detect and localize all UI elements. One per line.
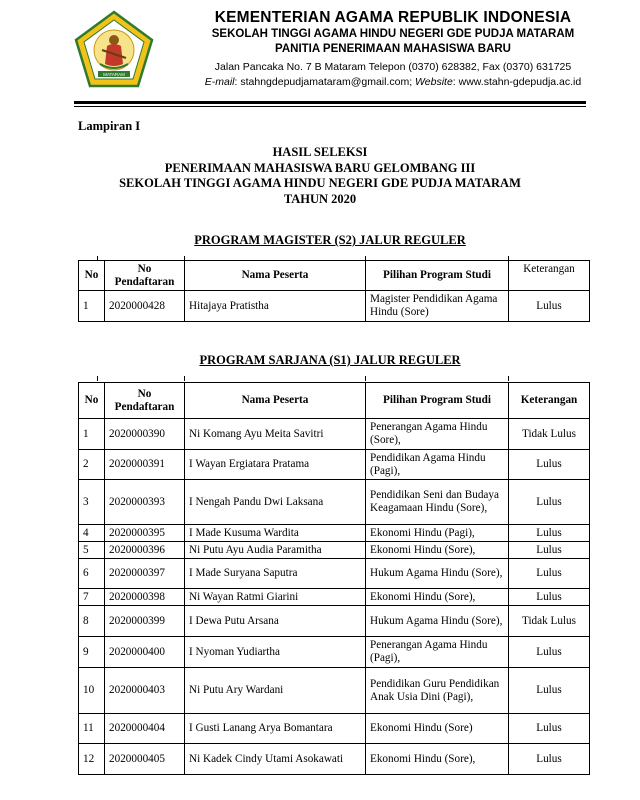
cell-program: Pendidikan Agama Hindu (Pagi),: [366, 450, 509, 480]
cell-no: 4: [79, 525, 105, 542]
cell-registration: 2020000393: [105, 480, 185, 525]
document-title: [0, 145, 640, 207]
cell-no: 2: [79, 450, 105, 480]
cell-name: I Nengah Pandu Dwi Laksana: [185, 480, 366, 525]
cell-program: Pendidikan Seni dan Budaya Keagamaan Hindu (Sore),: [366, 480, 509, 525]
table-row: [79, 714, 590, 744]
table-row: [79, 606, 590, 637]
cell-registration: 2020000404: [105, 714, 185, 744]
cell-registration: 2020000391: [105, 450, 185, 480]
col-no: No: [79, 261, 105, 291]
cell-registration: 2020000403: [105, 668, 185, 714]
table-row: [79, 525, 590, 542]
col-status: Keterangan: [509, 261, 590, 291]
cell-registration: 2020000399: [105, 606, 185, 637]
cell-name: I Dewa Putu Arsana: [185, 606, 366, 637]
institution-logo-icon: [74, 10, 154, 90]
col-registration-line1: No: [137, 387, 152, 400]
email-address[interactable]: stahngdepudjamataram@gmail.com: [240, 76, 410, 88]
table-row: [79, 559, 590, 589]
cell-registration: 2020000395: [105, 525, 185, 542]
cell-no: 1: [79, 419, 105, 450]
header-rule-thick: [74, 101, 586, 104]
cell-program: Ekonomi Hindu (Sore): [366, 714, 509, 744]
cell-registration: 2020000398: [105, 589, 185, 606]
table-header-row: [79, 261, 590, 291]
institution-address: Jalan Pancaka No. 7 B Mataram Telepon (0370) 628382, Fax (0370) 631725: [214, 61, 572, 73]
contact-line: E-mail: stahngdepudjamataram@gmail.com; Website: www.stahn-gdepudja.ac.id: [204, 76, 582, 88]
cell-program: Ekonomi Hindu (Sore),: [366, 589, 509, 606]
cell-no: 11: [79, 714, 105, 744]
cell-no: 1: [79, 291, 105, 322]
col-program: Pilihan Program Studi: [366, 261, 509, 291]
cell-name: I Made Suryana Saputra: [185, 559, 366, 589]
title-line: TAHUN 2020: [283, 191, 357, 206]
cell-no: 9: [79, 637, 105, 668]
ministry-name: KEMENTERIAN AGAMA REPUBLIK INDONESIA: [214, 9, 572, 26]
table-sarjana: [78, 382, 590, 775]
cell-program: Pendidikan Guru Pendidikan Anak Usia Dini (Pagi),: [366, 668, 509, 714]
cell-status: Lulus: [509, 589, 590, 606]
cell-name: Ni Putu Ary Wardani: [185, 668, 366, 714]
cell-status: Tidak Lulus: [509, 419, 590, 450]
cell-status: Lulus: [509, 291, 590, 322]
cell-no: 12: [79, 744, 105, 775]
cell-program: Ekonomi Hindu (Sore),: [366, 542, 509, 559]
table-row: [79, 744, 590, 775]
cell-status: Lulus: [509, 542, 590, 559]
cell-registration: 2020000397: [105, 559, 185, 589]
cell-status: Lulus: [509, 668, 590, 714]
cell-name: Ni Wayan Ratmi Giarini: [185, 589, 366, 606]
col-program: Pilihan Program Studi: [366, 383, 509, 419]
table-row: [79, 589, 590, 606]
header-rule-thin: [74, 106, 586, 107]
cell-program: Penerangan Agama Hindu (Pagi),: [366, 637, 509, 668]
cell-name: I Wayan Ergiatara Pratama: [185, 450, 366, 480]
attachment-label: Lampiran I: [78, 119, 141, 133]
cell-name: Ni Putu Ayu Audia Paramitha: [185, 542, 366, 559]
section-title-sarjana: PROGRAM SARJANA (S1) JALUR REGULER: [199, 353, 461, 367]
table-header-row: [79, 383, 590, 419]
table-row: [79, 419, 590, 450]
cell-registration: 2020000400: [105, 637, 185, 668]
table-magister: [78, 260, 590, 322]
cell-registration: 2020000390: [105, 419, 185, 450]
col-registration-line1: No: [137, 262, 152, 275]
table-row: [79, 637, 590, 668]
cell-registration: 2020000428: [105, 291, 185, 322]
website-label: Website: [415, 76, 453, 88]
cell-program: Hukum Agama Hindu (Sore),: [366, 559, 509, 589]
cell-name: I Gusti Lanang Arya Bomantara: [185, 714, 366, 744]
col-no: No: [79, 383, 105, 419]
cell-no: 6: [79, 559, 105, 589]
cell-no: 10: [79, 668, 105, 714]
cell-program: Magister Pendidikan Agama Hindu (Sore): [366, 291, 509, 322]
col-registration-line2: Pendaftaran: [114, 275, 175, 288]
cell-name: Ni Kadek Cindy Utami Asokawati: [185, 744, 366, 775]
website-link[interactable]: www.stahn-gdepudja.ac.id: [458, 76, 582, 88]
cell-status: Lulus: [509, 637, 590, 668]
cell-name: Hitajaya Pratistha: [185, 291, 366, 322]
title-line: SEKOLAH TINGGI AGAMA HINDU NEGERI GDE PUDJA MATARAM: [119, 176, 521, 190]
committee-name: PANITIA PENERIMAAN MAHASISWA BARU: [275, 43, 511, 55]
cell-status: Lulus: [509, 559, 590, 589]
table-row: [79, 450, 590, 480]
table-tick-mark: [184, 376, 185, 381]
cell-status: Lulus: [509, 525, 590, 542]
cell-status: Lulus: [509, 480, 590, 525]
section-title-magister: PROGRAM MAGISTER (S2) JALUR REGULER: [194, 233, 466, 247]
cell-status: Lulus: [509, 450, 590, 480]
table-tick-mark: [97, 376, 98, 381]
table-row: [79, 480, 590, 525]
cell-registration: 2020000405: [105, 744, 185, 775]
cell-program: Penerangan Agama Hindu (Sore),: [366, 419, 509, 450]
col-registration: [105, 261, 185, 291]
col-name: Nama Peserta: [185, 261, 366, 291]
cell-status: Lulus: [509, 714, 590, 744]
col-registration: [105, 383, 185, 419]
cell-no: 8: [79, 606, 105, 637]
cell-status: Tidak Lulus: [509, 606, 590, 637]
logo-text: MATARAM: [103, 72, 125, 77]
col-registration-line2: Pendaftaran: [114, 400, 175, 413]
institution-name: SEKOLAH TINGGI AGAMA HINDU NEGERI GDE PUDJA MATARAM: [211, 28, 575, 40]
cell-no: 3: [79, 480, 105, 525]
col-status: Keterangan: [509, 383, 590, 419]
cell-name: I Nyoman Yudiartha: [185, 637, 366, 668]
cell-program: Hukum Agama Hindu (Sore),: [366, 606, 509, 637]
table-row: [79, 542, 590, 559]
col-name: Nama Peserta: [185, 383, 366, 419]
cell-name: I Made Kusuma Wardita: [185, 525, 366, 542]
table-row: [79, 668, 590, 714]
table-tick-mark: [508, 376, 509, 381]
letterhead: [0, 0, 640, 104]
cell-program: Ekonomi Hindu (Pagi),: [366, 525, 509, 542]
title-line: PENERIMAAN MAHASISWA BARU GELOMBANG III: [164, 160, 476, 175]
email-label: E-mail: [204, 76, 235, 88]
cell-name: Ni Komang Ayu Meita Savitri: [185, 419, 366, 450]
title-line: HASIL SELEKSI: [272, 145, 368, 159]
table-tick-mark: [365, 376, 366, 381]
cell-program: Ekonomi Hindu (Sore),: [366, 744, 509, 775]
table-row: [79, 291, 590, 322]
cell-no: 5: [79, 542, 105, 559]
cell-registration: 2020000396: [105, 542, 185, 559]
cell-no: 7: [79, 589, 105, 606]
cell-status: Lulus: [509, 744, 590, 775]
